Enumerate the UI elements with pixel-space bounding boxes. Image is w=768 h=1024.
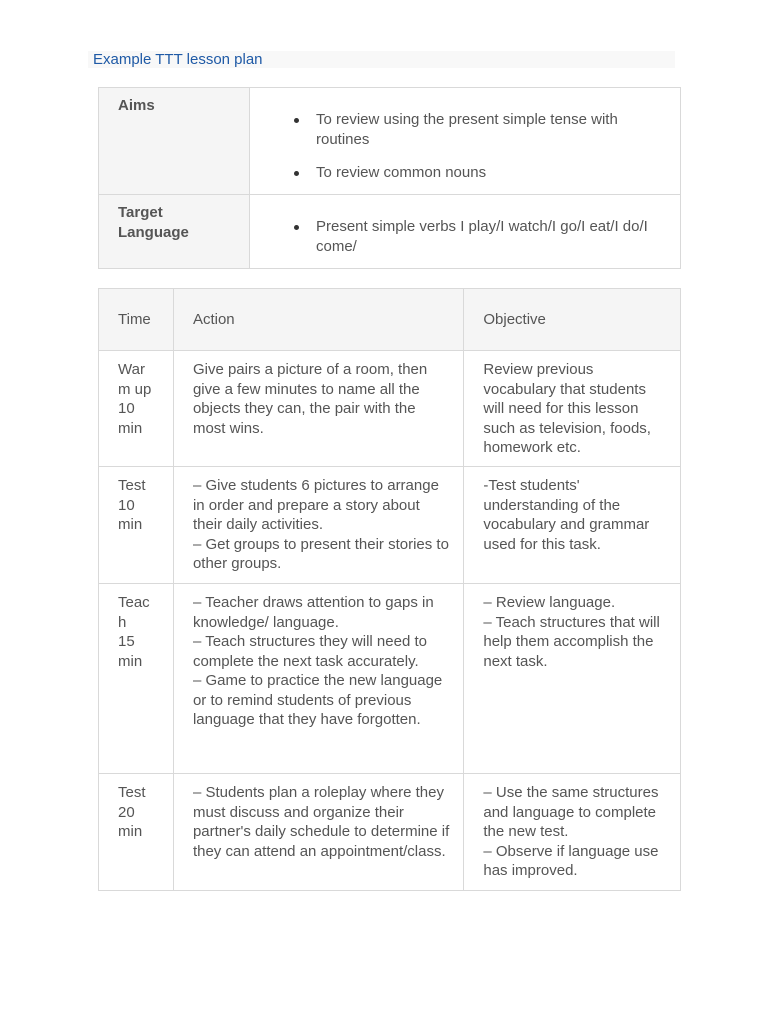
time-cell bbox=[99, 467, 174, 584]
target-label-line: Language bbox=[118, 223, 189, 241]
action-line: – Get groups to present their stories to other groups. bbox=[192, 535, 449, 572]
action-cell bbox=[173, 774, 463, 891]
target-language-content bbox=[250, 195, 681, 269]
document-title: Example TTT lesson plan bbox=[88, 51, 675, 68]
action-line: – Students plan a roleplay where they must discuss and organize their partner's daily schedule to determine if they can attend an appointment/class. bbox=[192, 784, 450, 860]
action-line: – Game to practice the new language or to remind students of previous language that they have forgotten. bbox=[192, 672, 443, 728]
target-label-line: Target bbox=[118, 204, 163, 221]
objective-line: Review previous vocabulary that students will need for this lesson such as television, foods, homework etc. bbox=[483, 361, 651, 456]
action-line: Give pairs a picture of a room, then give a few minutes to name all the objects they can, the pair with the most wins. bbox=[192, 361, 428, 437]
time-line: 10 bbox=[118, 400, 135, 417]
aims-item: To review using the present simple tense with routines bbox=[316, 110, 660, 149]
objective-line: – Observe if language use has improved. bbox=[483, 842, 659, 879]
table-row bbox=[99, 351, 681, 467]
time-line: min bbox=[118, 419, 143, 437]
time-line: min bbox=[118, 823, 143, 840]
aims-list bbox=[316, 110, 660, 183]
time-cell bbox=[99, 774, 174, 891]
aims-content bbox=[250, 88, 681, 195]
objective-line: – Use the same structures and language to complete the new test. bbox=[483, 784, 659, 840]
objective-cell bbox=[464, 774, 681, 891]
time-cell bbox=[99, 584, 174, 774]
objective-header: Objective bbox=[464, 289, 681, 351]
action-line: – Teacher draws attention to gaps in knowledge/ language. bbox=[192, 594, 434, 631]
lesson-header-row bbox=[99, 289, 681, 351]
target-language-label bbox=[99, 195, 250, 269]
time-line: m up bbox=[118, 380, 152, 398]
time-line: War bbox=[118, 361, 145, 378]
objective-line: – Review language. bbox=[483, 594, 616, 611]
aims-item: To review common nouns bbox=[316, 163, 660, 183]
table-row bbox=[99, 467, 681, 584]
action-cell bbox=[173, 584, 463, 774]
aims-table bbox=[98, 87, 681, 269]
action-header: Action bbox=[173, 289, 463, 351]
table-row bbox=[99, 774, 681, 891]
lesson-table bbox=[98, 288, 681, 891]
objective-cell bbox=[464, 467, 681, 584]
objective-cell bbox=[464, 584, 681, 774]
target-list bbox=[316, 217, 660, 256]
objective-line: – Teach structures that will help them accomplish the next task. bbox=[483, 613, 660, 670]
aims-row bbox=[99, 88, 681, 195]
time-cell bbox=[99, 351, 174, 467]
aims-label: Aims bbox=[99, 88, 250, 195]
objective-line: -Test students' understanding of the vocabulary and grammar used for this task. bbox=[483, 477, 650, 553]
time-line: h bbox=[118, 613, 127, 631]
time-line: min bbox=[118, 516, 143, 533]
action-line: – Teach structures they will need to complete the next task accurately. bbox=[192, 633, 427, 670]
time-header: Time bbox=[99, 289, 174, 351]
action-line: – Give students 6 pictures to arrange in order and prepare a story about their daily activities. bbox=[192, 477, 439, 533]
time-line: 10 bbox=[118, 496, 135, 514]
time-line: 15 bbox=[118, 633, 135, 650]
target-item: Present simple verbs I play/I watch/I go/I eat/I do/I come/ bbox=[316, 217, 660, 256]
table-row bbox=[99, 584, 681, 774]
time-line: 20 bbox=[118, 803, 135, 821]
time-line: min bbox=[118, 652, 143, 670]
time-line: Test bbox=[118, 477, 146, 494]
objective-cell bbox=[464, 351, 681, 467]
time-line: Teac bbox=[118, 594, 150, 611]
action-cell bbox=[173, 351, 463, 467]
action-cell bbox=[173, 467, 463, 584]
target-language-row bbox=[99, 195, 681, 269]
time-line: Test bbox=[118, 784, 146, 801]
